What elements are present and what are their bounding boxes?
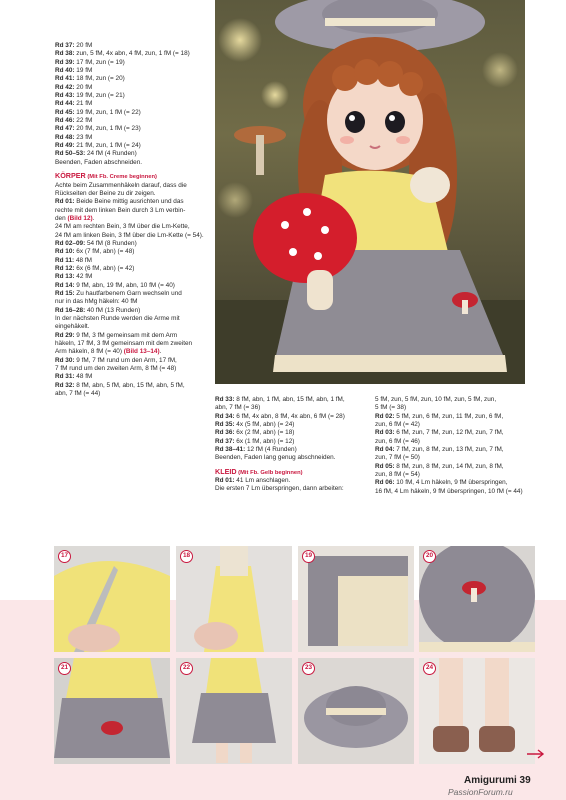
- instruction-line: [375, 471, 535, 479]
- round-text: 20 fM, zun, 1 fM (= 23): [74, 125, 141, 133]
- round-label: Rd 45:: [55, 108, 75, 116]
- instruction-line: [215, 396, 365, 404]
- round-text: 24 fM am linken Bein, 3 fM über die Lm-Kette (= 54).: [55, 231, 204, 239]
- instruction-line: den (Bild 12).: [55, 214, 95, 222]
- photo-18: [176, 546, 292, 652]
- round-text: 19 fM, zun, 1 fM (= 22): [74, 108, 141, 116]
- round-label: Rd 41:: [55, 75, 75, 83]
- round-label: Rd 38:: [55, 50, 75, 58]
- round-label: Rd 14:: [55, 281, 75, 289]
- round-label: Rd 29:: [55, 331, 75, 339]
- instruction-line: [215, 454, 365, 462]
- round-label: Rd 31:: [55, 373, 75, 381]
- round-text: abn, 7 fM (= 44): [55, 390, 101, 398]
- photo-number-17: 17: [58, 550, 71, 563]
- round-text: abn, 7 fM (= 36): [215, 404, 261, 412]
- figure-ref: (Bild 12): [67, 214, 93, 222]
- right-column: [375, 396, 535, 496]
- instruction-line: [375, 479, 535, 487]
- instruction-line: [55, 257, 210, 265]
- round-text: Die ersten 7 Lm überspringen, dann arbeiten:: [215, 485, 344, 493]
- instruction-line: [55, 382, 210, 390]
- round-text: 4x (5 fM, abn) (= 24): [234, 421, 295, 429]
- instruction-line: [55, 59, 210, 67]
- round-label: Rd 10:: [55, 248, 75, 256]
- photo-number-20: 20: [423, 550, 436, 563]
- round-text: 6x (6 fM, abn) (= 42): [74, 264, 135, 272]
- round-label: Rd 32:: [55, 381, 75, 389]
- round-text: 16 fM, 4 Lm häkeln, 9 fM überspringen, 10 fM (= 44): [375, 487, 523, 495]
- instruction-line: [375, 421, 535, 429]
- instruction-line: [55, 332, 210, 340]
- round-text: 6 fM, zun, 7 fM, zun, 12 fM, zun, 7 fM,: [394, 429, 504, 437]
- instruction-line: [215, 446, 365, 454]
- instruction-line: [55, 125, 210, 133]
- instruction-line: [55, 340, 210, 348]
- round-label: Rd 37:: [55, 42, 75, 49]
- round-label: Rd 11:: [55, 256, 75, 264]
- round-text: Beide Beine mittig ausrichten und das: [74, 198, 184, 206]
- round-text: 20 fM: [74, 83, 93, 91]
- round-label: Rd 03:: [375, 429, 395, 437]
- instruction-line: [55, 315, 210, 323]
- round-text: 19 fM: [74, 67, 93, 75]
- instruction-line: Arm häkeln, 8 fM (= 40) (Bild 13–14).: [55, 348, 162, 356]
- instruction-line: [55, 307, 210, 315]
- hero-photo-doll: [215, 0, 525, 384]
- round-text: 22 fM: [74, 117, 93, 125]
- instruction-line: [375, 429, 535, 437]
- instruction-line: [55, 92, 210, 100]
- instruction-line: [55, 265, 210, 273]
- instruction-line: [55, 134, 210, 142]
- round-label: Rd 49:: [55, 142, 75, 150]
- round-text: zun, 6 fM (= 42): [375, 421, 420, 429]
- photo-23: [298, 658, 414, 764]
- round-text: 24 fM (4 Runden): [85, 150, 137, 158]
- round-text: 5 fM (= 38): [375, 404, 407, 412]
- round-label: Rd 38–41:: [215, 446, 246, 454]
- next-page-arrow-icon: [527, 749, 545, 759]
- round-text: eingehäkelt.: [55, 323, 90, 331]
- round-text: rechte mit dem linken Bein durch 3 Lm verbin-: [55, 206, 186, 214]
- round-label: Rd 01:: [55, 198, 75, 206]
- instruction-line: [375, 396, 535, 404]
- round-text: nur in das hMg häkeln: 40 fM: [55, 298, 138, 306]
- round-text: 9 fM, 7 fM rund um den Arm, 17 fM,: [74, 356, 177, 364]
- footer-site: PassionForum.ru: [448, 787, 513, 797]
- round-label: Rd 35:: [215, 421, 235, 429]
- instruction-line: [55, 207, 210, 215]
- round-label: Rd 15:: [55, 289, 75, 297]
- photo-number-19: 19: [302, 550, 315, 563]
- instruction-line: [55, 240, 210, 248]
- instruction-line: [55, 84, 210, 92]
- photo-number-18: 18: [180, 550, 193, 563]
- round-label: Rd 42:: [55, 83, 75, 91]
- instruction-line: [375, 413, 535, 421]
- photo-21: [54, 658, 170, 764]
- round-label: Rd 37:: [215, 437, 235, 445]
- photo-number-23: 23: [302, 662, 315, 675]
- round-label: Rd 02–09:: [55, 239, 86, 247]
- instruction-line: [375, 488, 535, 496]
- instruction-line: [55, 67, 210, 75]
- round-text: 6x (2 fM, abn) (= 18): [234, 429, 295, 437]
- round-text: 8 fM, zun, 8 fM, zun, 14 fM, zun, 8 fM,: [394, 462, 504, 470]
- round-label: Rd 02:: [375, 412, 395, 420]
- round-text: 41 Lm anschlagen.: [234, 477, 291, 485]
- round-text: 54 fM (8 Runden): [85, 239, 137, 247]
- photo-number-22: 22: [180, 662, 193, 675]
- instruction-line: [215, 421, 365, 429]
- photo-number-21: 21: [58, 662, 71, 675]
- round-label: Rd 43:: [55, 92, 75, 100]
- round-label: Rd 01:: [215, 477, 235, 485]
- round-label: Rd 30:: [55, 356, 75, 364]
- round-label: Rd 46:: [55, 117, 75, 125]
- round-text: 18 fM, zun (= 20): [74, 75, 125, 83]
- instruction-line: [215, 413, 365, 421]
- round-text: Beenden, Faden abschneiden.: [55, 158, 143, 166]
- instruction-line: [55, 365, 210, 373]
- round-label: Rd 40:: [55, 67, 75, 75]
- round-label: Rd 12:: [55, 264, 75, 272]
- instruction-line: [55, 142, 210, 150]
- figure-ref: (Bild 13–14): [123, 348, 160, 356]
- instruction-line: [55, 50, 210, 58]
- instruction-line: [55, 117, 210, 125]
- instruction-line: [55, 190, 210, 198]
- round-text: Arm häkeln, 8 fM (= 40): [55, 348, 124, 356]
- instruction-line: [55, 182, 210, 190]
- instruction-line: [55, 357, 210, 365]
- footer-brand: Amigurumi 39: [464, 775, 531, 786]
- round-text: 20 fM: [74, 42, 93, 49]
- round-label: Rd 33:: [215, 396, 235, 403]
- round-label: Rd 36:: [215, 429, 235, 437]
- round-text: 23 fM: [74, 133, 93, 141]
- round-label: Rd 50–53:: [55, 150, 86, 158]
- instruction-line: [55, 42, 210, 50]
- round-text: zun, 5 fM, 4x abn, 4 fM, zun, 1 fM (= 18): [74, 50, 190, 58]
- round-text: Beenden, Faden lang genug abschneiden.: [215, 454, 336, 462]
- section-heading-kleid: KLEID (Mit Fb. Gelb beginnen): [215, 466, 303, 476]
- instruction-line: [215, 404, 365, 412]
- round-text: 48 fM: [74, 373, 93, 381]
- round-text: 5 fM, zun, 6 fM, zun, 11 fM, zun, 6 fM,: [394, 412, 504, 420]
- instruction-line: [55, 323, 210, 331]
- round-label: Rd 39:: [55, 58, 75, 66]
- photo-17: [54, 546, 170, 652]
- round-text: In der nächsten Runde werden die Arme mit: [55, 315, 180, 322]
- instruction-line: [55, 248, 210, 256]
- instruction-line: [55, 150, 210, 158]
- section-heading-koerper: KÖRPER (Mit Fb. Creme beginnen): [55, 171, 157, 181]
- round-text: 8 fM, abn, 1 fM, abn, 15 fM, abn, 1 fM,: [234, 396, 345, 403]
- instruction-line: [55, 109, 210, 117]
- round-text: 6x (1 fM, abn) (= 12): [234, 437, 295, 445]
- round-label: Rd 48:: [55, 133, 75, 141]
- instruction-line: [55, 100, 210, 108]
- round-label: Rd 47:: [55, 125, 75, 133]
- round-text: 21 fM: [74, 100, 93, 108]
- instruction-line: [55, 232, 210, 240]
- round-text: 7 fM rund um den zweiten Arm, 8 fM (= 48): [55, 365, 177, 373]
- instruction-line: [215, 429, 365, 437]
- instruction-line: [375, 438, 535, 446]
- round-text: zun, 6 fM (= 46): [375, 437, 420, 445]
- photo-number-24: 24: [423, 662, 436, 675]
- round-text: Zu hautfarbenem Garn wechseln und: [74, 289, 182, 297]
- round-text: 9 fM, 3 fM gemeinsam mit dem Arm: [74, 331, 178, 339]
- instruction-line: [55, 290, 210, 298]
- round-text: 21 fM, zun, 1 fM (= 24): [74, 142, 141, 150]
- instruction-line: [55, 373, 210, 381]
- instruction-line: [55, 159, 210, 167]
- round-label: Rd 04:: [375, 446, 395, 454]
- round-text: 17 fM, zun (= 19): [74, 58, 125, 66]
- round-label: Rd 13:: [55, 273, 75, 281]
- round-text: 24 fM am rechten Bein, 3 fM über die Lm-Kette,: [55, 223, 190, 231]
- round-label: Rd 16–28:: [55, 306, 86, 314]
- round-text: 40 fM (13 Runden): [85, 306, 141, 314]
- round-text: häkeln, 17 fM, 3 fM gemeinsam mit dem zweiten: [55, 340, 193, 348]
- photo-20: [419, 546, 535, 652]
- instruction-line: [55, 223, 210, 231]
- round-label: Rd 44:: [55, 100, 75, 108]
- round-text: zun, 7 fM (= 50): [375, 454, 420, 462]
- round-text: 5 fM, zun, 5 fM, zun, 10 fM, zun, 5 fM, zun,: [375, 396, 497, 403]
- instruction-line: [55, 198, 210, 206]
- round-text: zun, 8 fM (= 54): [375, 471, 420, 479]
- round-text: 8 fM, abn, 5 fM, abn, 15 fM, abn, 5 fM,: [74, 381, 185, 389]
- middle-column: [215, 396, 365, 494]
- instruction-line: [55, 75, 210, 83]
- instruction-line: [215, 477, 365, 485]
- round-text: den: [55, 214, 68, 222]
- instruction-line: [375, 446, 535, 454]
- round-text: Achte beim Zusammenhäkeln darauf, dass die: [55, 181, 187, 189]
- left-column: [55, 42, 210, 398]
- round-label: Rd 34:: [215, 412, 235, 420]
- photo-24: [419, 658, 535, 764]
- photo-22: [176, 658, 292, 764]
- instruction-line: [375, 463, 535, 471]
- round-text: 9 fM, abn, 19 fM, abn, 10 fM (= 40): [74, 281, 175, 289]
- instruction-line: [55, 273, 210, 281]
- round-text: 10 fM, 4 Lm häkeln, 9 fM überspringen,: [394, 479, 508, 487]
- round-text: 6 fM, 4x abn, 8 fM, 4x abn, 6 fM (= 28): [234, 412, 345, 420]
- round-text: 6x (7 fM, abn) (= 48): [74, 248, 135, 256]
- instruction-line: [375, 404, 535, 412]
- round-text: 12 fM (4 Runden): [245, 446, 297, 454]
- instruction-line: [375, 454, 535, 462]
- instruction-line: [215, 438, 365, 446]
- photo-19: [298, 546, 414, 652]
- round-text: 19 fM, zun (= 21): [74, 92, 125, 100]
- instruction-line: [55, 282, 210, 290]
- round-text: 42 fM: [74, 273, 93, 281]
- instruction-line: [55, 298, 210, 306]
- round-label: Rd 05:: [375, 462, 395, 470]
- round-label: Rd 06:: [375, 479, 395, 487]
- round-text: Rückseiten der Beine zu dir zeigen.: [55, 189, 156, 197]
- instruction-line: [55, 390, 210, 398]
- instruction-line: [215, 485, 365, 493]
- round-text: 48 fM: [74, 256, 92, 264]
- round-text: 7 fM, zun, 8 fM, zun, 13 fM, zun, 7 fM,: [394, 446, 504, 454]
